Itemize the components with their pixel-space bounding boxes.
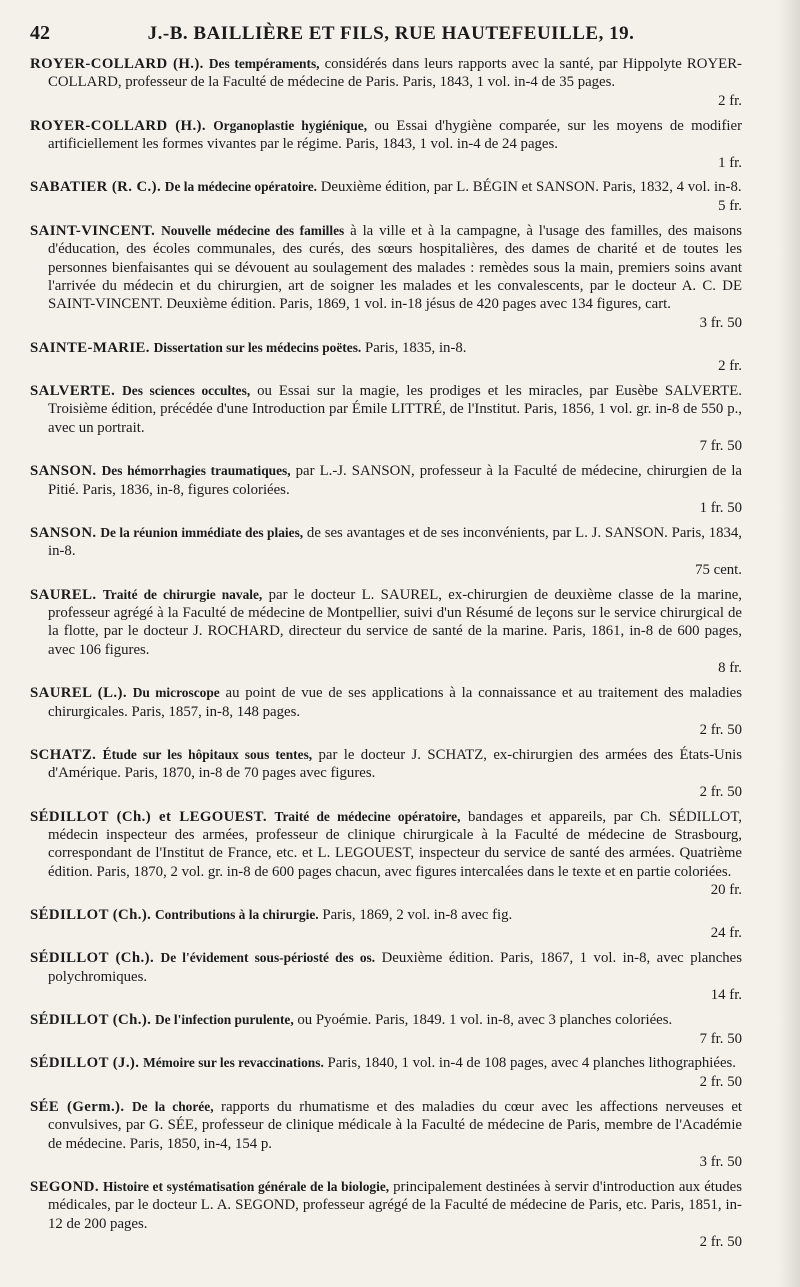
entry-author: SAUREL (L.). xyxy=(30,685,127,702)
entry-text: Deuxième édition, par L. BÉGIN et SANSON. Paris, 1832, 4 vol. in-8. xyxy=(317,179,742,196)
entry-title: Traité de chirurgie navale, xyxy=(102,586,263,602)
entry-title: Organoplastie hygiénique, xyxy=(213,117,368,133)
entry-text: par le docteur J. SCHATZ, ex-chirurgien des armées des États-Unis d'Amérique. Paris, 1870, in-8 de 70 pages avec figures. xyxy=(48,746,743,782)
entry-price: 2 fr. 50 xyxy=(699,721,742,738)
entry-price: 2 fr. xyxy=(718,358,742,375)
catalog-entry xyxy=(30,178,742,215)
entry-price: 8 fr. xyxy=(718,660,742,677)
entry-title: Des hémorrhagies traumatiques, xyxy=(101,463,291,479)
page-number: 42 xyxy=(30,22,50,44)
catalog-entry xyxy=(30,222,742,332)
catalog-entry xyxy=(30,524,742,579)
entry-author: SÉDILLOT (Ch.). xyxy=(30,907,152,924)
entry-price: 7 fr. 50 xyxy=(699,438,742,455)
entry-price: 1 fr. xyxy=(718,154,742,171)
entry-price: 3 fr. 50 xyxy=(699,1153,742,1170)
catalog-entry xyxy=(30,746,742,801)
entry-text: par L.-J. SANSON, professeur à la Faculté de médecine, chirurgien de la Pitié. Paris, 1836, in-8, figures coloriées. xyxy=(48,463,742,498)
entry-author: SCHATZ. xyxy=(30,746,97,763)
entry-text: de ses avantages et de ses inconvénients, par L. J. SANSON. Paris, 1834, in-8. xyxy=(48,524,743,560)
entry-author: SANSON. xyxy=(30,463,97,480)
running-head: J.-B. BAILLIÈRE ET FILS, RUE HAUTEFEUILLE, 19. xyxy=(147,23,635,44)
entry-price: 2 fr. 50 xyxy=(699,783,742,800)
entry-price: 20 fr. xyxy=(710,882,742,899)
catalog-entry xyxy=(30,1098,742,1172)
entry-text: Paris, 1840, 1 vol. in-4 de 108 pages, avec 4 planches lithographiées. xyxy=(323,1055,736,1072)
entry-author: SALVERTE. xyxy=(30,383,116,399)
entry-text: considérés dans leurs rapports avec la santé, par Hippolyte ROYER-COLLARD, professeur de la Faculté de médecine de Paris. Paris, 1843, 1 vol. in-4 de 35 pages. xyxy=(48,56,742,91)
entry-price: 24 fr. xyxy=(710,925,742,942)
entry-title: De la réunion immédiate des plaies, xyxy=(100,524,304,540)
entry-text: ou Pyoémie. Paris, 1849. 1 vol. in-8, avec 3 planches coloriées. xyxy=(293,1012,673,1029)
entry-title: Mémoire sur les revaccinations. xyxy=(143,1055,324,1071)
entry-author: SÉDILLOT (Ch.). xyxy=(30,950,155,967)
entry-text: par le docteur L. SAUREL, ex-chirurgien de deuxième classe de la marine, professeur agrégé à la Faculté de médecine de Montpellier, suivi d'un Résumé de leçons sur le service chirurgical de la flotte, par le docteur J. ROCHARD, directeur du service de santé de la marine. Paris, 1861, in-8 de 600 pages, avec 106 figures. xyxy=(48,586,742,658)
entry-price: 7 fr. 50 xyxy=(699,1030,742,1047)
entry-author: SABATIER (R. C.). xyxy=(30,179,162,196)
catalog-entries xyxy=(30,55,742,1251)
entry-text: à la ville et à la campagne, à l'usage des familles, des maisons d'éducation, des écoles communales, des curés, des sœurs hospitalières, des dames de charité et de toutes les personnes bienfaisantes qui se dévouent au soulagement des malades : remèdes sous la main, premiers soins avant l'arrivée du médecin et du chirurgien, art de soigner les malades et les convalescents, par le docteur A. C. DE SAINT-VINCENT. Deuxième édition. Paris, 1869, 1 vol. in-18 jésus de 420 pages avec 134 figures, cart. xyxy=(48,222,743,313)
entry-text: bandages et appareils, par Ch. SÉDILLOT, médecin inspecteur des armées, professeur de clinique chirurgicale à la Faculté de médecine de Strasbourg, correspondant de l'Institut de France, etc. et L. LEGOUEST, inspecteur du service de santé des armées. Quatrième édition. Paris, 1870, 2 vol. gr. in-8 de 600 pages chacun, avec figures intercalées dans le texte et en partie coloriées. xyxy=(48,808,742,880)
entry-price: 3 fr. 50 xyxy=(699,314,742,331)
entry-text: Deuxième édition. Paris, 1867, 1 vol. in-8, avec planches polychromiques. xyxy=(48,950,742,985)
catalog-entry xyxy=(30,462,742,517)
entry-title: Des sciences occultes, xyxy=(122,383,251,398)
entry-author: ROYER-COLLARD (H.). xyxy=(30,117,206,134)
entry-price: 1 fr. 50 xyxy=(699,499,742,516)
catalog-entry xyxy=(30,906,742,943)
catalog-entry xyxy=(30,1054,742,1091)
entry-author: ROYER-COLLARD (H.). xyxy=(30,56,204,72)
catalog-entry xyxy=(30,55,742,110)
entry-title: De l'évidement sous-périosté des os. xyxy=(160,950,376,966)
entry-title: Traité de médecine opératoire, xyxy=(274,808,461,824)
catalog-entry xyxy=(30,949,742,1004)
entry-author: SAUREL. xyxy=(30,586,97,603)
entry-title: De la chorée, xyxy=(131,1098,214,1114)
entry-author: SAINTE-MARIE. xyxy=(30,339,150,356)
entry-price: 2 fr. xyxy=(718,92,742,109)
entry-author: SÉDILLOT (Ch.) et LEGOUEST. xyxy=(30,808,267,825)
page-header xyxy=(30,22,742,55)
entry-title: De l'infection purulente, xyxy=(154,1012,294,1028)
entry-author: SÉDILLOT (J.). xyxy=(30,1055,140,1072)
entry-text: au point de vue de ses applications à la connaissance et au traitement des maladies chirurgicales. Paris, 1857, in-8, 148 pages. xyxy=(48,685,743,720)
entry-author: SAINT-VINCENT. xyxy=(30,222,156,239)
entry-price: 14 fr. xyxy=(710,987,742,1004)
entry-author: SÉE (Germ.). xyxy=(30,1098,125,1115)
entry-author: SEGOND. xyxy=(30,1178,99,1195)
entry-title: Du microscope xyxy=(132,685,220,701)
catalog-entry xyxy=(30,382,742,456)
entry-title: Histoire et systématisation générale de la biologie, xyxy=(103,1178,390,1194)
entry-price: 5 fr. xyxy=(718,197,742,214)
entry-text: Paris, 1869, 2 vol. in-8 avec fig. xyxy=(318,907,513,924)
entry-text: ou Essai d'hygiène comparée, sur les moyens de modifier artificiellement les formes vivantes par le régime. Paris, 1843, 1 vol. in-4 de 24 pages. xyxy=(48,117,743,153)
catalog-entry xyxy=(30,1178,742,1252)
entry-text: principalement destinées à servir d'introduction aux études médicales, par le docteur L. A. SEGOND, professeur agrégé de la Faculté de médecine de Paris, etc. Paris, 1851, in-12 de 200 pages. xyxy=(48,1178,743,1232)
entry-text: rapports du rhumatisme et des maladies du cœur avec les affections nerveuses et convulsives, par G. SÉE, professeur de clinique médicale à la Faculté de médecine de Paris, membre de l'Académie de médecine. Paris, 1850, in-4, 154 p. xyxy=(48,1098,742,1152)
catalog-entry xyxy=(30,808,742,900)
entry-author: SÉDILLOT (Ch.). xyxy=(30,1012,152,1029)
entry-text: ou Essai sur la magie, les prodiges et les miracles, par Eusèbe SALVERTE. Troisième édition, précédée d'une Introduction par Émile LITTRÉ, de l'Institut. Paris, 1856, 1 vol. gr. in-8 de 550 p., avec un portrait. xyxy=(48,383,742,436)
entry-title: De la médecine opératoire. xyxy=(164,179,317,195)
entry-text: Paris, 1835, in-8. xyxy=(361,339,467,356)
entry-price: 75 cent. xyxy=(695,561,742,578)
catalog-entry xyxy=(30,586,742,678)
entry-author: SANSON. xyxy=(30,524,97,541)
entry-title: Étude sur les hôpitaux sous tentes, xyxy=(102,746,313,762)
entry-price: 2 fr. 50 xyxy=(699,1073,742,1090)
page-edge-shadow xyxy=(778,0,800,1287)
entry-title: Dissertation sur les médecins poëtes. xyxy=(153,339,362,355)
catalog-entry xyxy=(30,684,742,739)
entry-title: Des tempéraments, xyxy=(208,56,320,71)
catalog-entry xyxy=(30,339,742,376)
catalog-entry xyxy=(30,1011,742,1048)
entry-title: Contributions à la chirurgie. xyxy=(154,907,319,923)
entry-title: Nouvelle médecine des familles xyxy=(161,222,345,238)
entry-price: 2 fr. 50 xyxy=(699,1234,742,1251)
catalog-entry xyxy=(30,117,742,172)
